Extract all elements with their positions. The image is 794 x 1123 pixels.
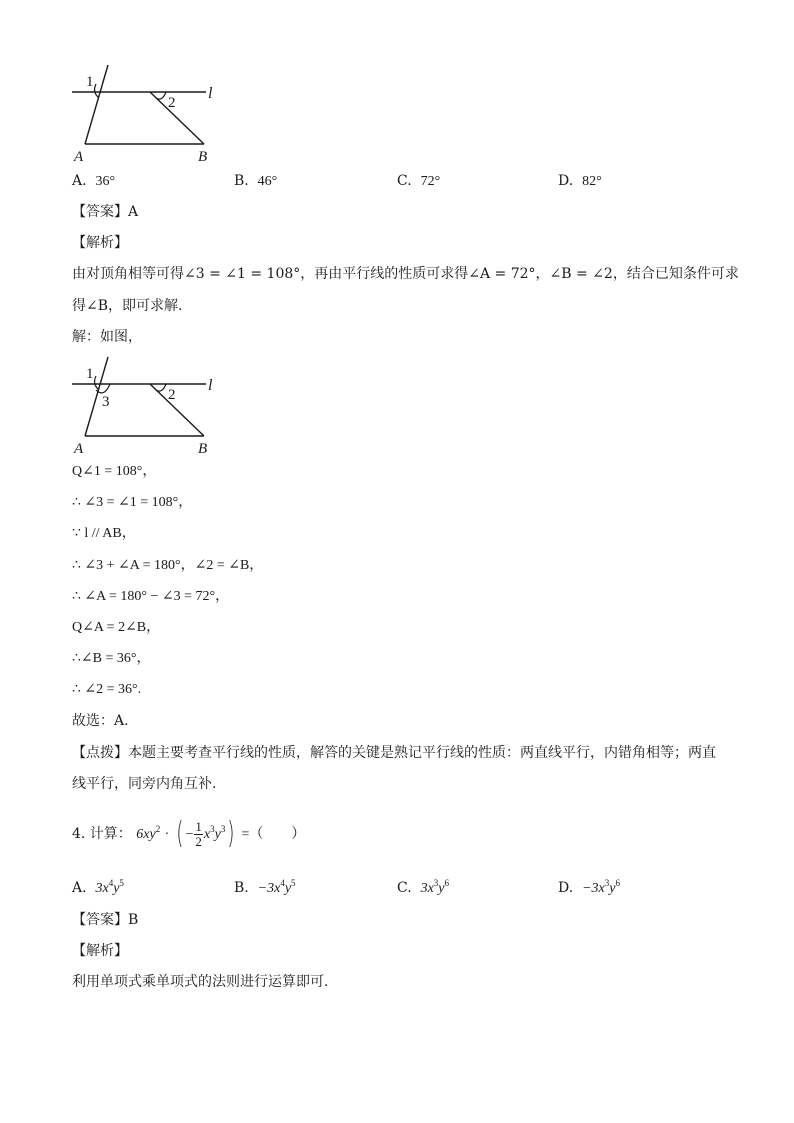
q3-step-4: ∴ ∠3 + ∠A = 180°，∠2 = ∠B， bbox=[72, 558, 264, 573]
q4-question bbox=[72, 809, 305, 855]
fig2-label-A: A bbox=[74, 441, 84, 457]
figure-2 bbox=[66, 354, 226, 458]
option-exponent: 6 bbox=[615, 878, 620, 888]
q4-y: y bbox=[214, 827, 221, 842]
option-letter: A. bbox=[72, 173, 87, 189]
q3-option-b bbox=[234, 171, 277, 192]
q4-option-b bbox=[234, 873, 296, 899]
fig2-label-3: 3 bbox=[102, 394, 110, 410]
option-exponent: 3 bbox=[433, 878, 439, 888]
q4-analysis-header: 【解析】 bbox=[72, 943, 128, 959]
option-letter: B. bbox=[234, 173, 249, 189]
fig1-label-l: l bbox=[208, 85, 213, 102]
q3-analysis-line-2: 得∠B，即可求解. bbox=[72, 298, 183, 314]
fraction-denominator: 2 bbox=[195, 833, 202, 849]
q3-step-8: ∴ ∠2 = 36°. bbox=[72, 682, 142, 697]
fig1-label-1: 1 bbox=[86, 74, 94, 90]
option-y: y bbox=[438, 881, 445, 896]
figure-1 bbox=[66, 62, 226, 166]
q3-analysis-line-1: 由对顶角相等可得∠3 = ∠1 = 108°，再由平行线的性质可求得∠A = 72°，∠B = ∠2，结合已知条件可求 bbox=[72, 266, 739, 282]
left-paren: ( bbox=[176, 816, 184, 851]
option-letter: C. bbox=[397, 173, 412, 189]
q4-term-a: 6xy bbox=[136, 827, 156, 842]
q4-exponent: 2 bbox=[155, 824, 161, 834]
q3-option-c bbox=[397, 171, 440, 192]
q4-dot: · bbox=[164, 827, 170, 842]
option-letter: A. bbox=[72, 880, 87, 896]
q4-option-a bbox=[72, 873, 124, 899]
q4-fraction bbox=[194, 820, 203, 849]
option-exponent: 3 bbox=[604, 878, 610, 888]
option-term: −3x bbox=[582, 881, 605, 896]
q3-step-3: ∵ l // AB， bbox=[72, 526, 136, 541]
option-letter: D. bbox=[558, 880, 574, 896]
q3-step-6: Q∠A = 2∠B， bbox=[72, 620, 161, 635]
option-exponent: 5 bbox=[119, 878, 124, 888]
q3-step-5: ∴ ∠A = 180° − ∠3 = 72°， bbox=[72, 589, 230, 604]
right-paren: ) bbox=[227, 816, 235, 851]
q3-choice: 故选：A. bbox=[72, 713, 129, 729]
q3-analysis-header: 【解析】 bbox=[72, 235, 128, 251]
q3-answer: 【答案】A bbox=[72, 204, 139, 220]
option-term: 3x bbox=[95, 881, 109, 896]
q4-option-c bbox=[397, 873, 449, 899]
q3-comment-line-1: 【点拨】本题主要考查平行线的性质，解答的关键是熟记平行线的性质：两直线平行，内错角相等；两直 bbox=[72, 745, 716, 761]
option-letter: D. bbox=[558, 173, 574, 189]
q4-equals-blank: =（ ） bbox=[241, 827, 306, 842]
option-letter: B. bbox=[234, 880, 249, 896]
option-y: y bbox=[284, 881, 292, 896]
fig1-label-A: A bbox=[74, 149, 84, 165]
q3-option-d bbox=[558, 171, 602, 192]
figure-2-svg bbox=[66, 354, 226, 458]
q4-y-exponent: 3 bbox=[220, 824, 226, 834]
option-value: 36° bbox=[95, 174, 116, 189]
q4-minus: − bbox=[185, 827, 194, 842]
q4-analysis: 利用单项式乘单项式的法则进行运算即可. bbox=[72, 974, 329, 990]
fig1-label-2: 2 bbox=[168, 95, 176, 111]
q4-answer: 【答案】B bbox=[72, 912, 139, 928]
option-letter: C. bbox=[397, 880, 412, 896]
q4-option-d bbox=[558, 873, 620, 899]
q4-x-exponent: 3 bbox=[210, 824, 215, 834]
option-term: −3x bbox=[257, 881, 281, 896]
option-value: 46° bbox=[257, 174, 278, 189]
fig2-label-1: 1 bbox=[86, 366, 94, 382]
q3-step-7: ∴∠B = 36°， bbox=[72, 651, 151, 666]
option-exponent: 4 bbox=[280, 878, 285, 888]
fig2-label-l: l bbox=[208, 377, 213, 394]
q3-step-2: ∴ ∠3 = ∠1 = 108°， bbox=[72, 495, 193, 510]
fig1-label-B: B bbox=[198, 149, 208, 165]
option-value: 82° bbox=[582, 174, 602, 189]
q3-step-1: Q∠1 = 108°， bbox=[72, 464, 157, 479]
option-value: 72° bbox=[420, 174, 441, 189]
q4-x: x bbox=[203, 827, 211, 842]
figure-1-svg bbox=[66, 62, 226, 166]
option-exponent: 5 bbox=[291, 878, 296, 888]
option-y: y bbox=[113, 881, 120, 896]
fraction-numerator: 1 bbox=[195, 818, 202, 834]
fig2-label-2: 2 bbox=[168, 387, 176, 403]
q3-comment-line-2: 线平行，同旁内角互补. bbox=[72, 776, 217, 792]
option-exponent: 4 bbox=[108, 878, 114, 888]
option-term: 3x bbox=[420, 881, 434, 896]
q3-solution-intro: 解：如图， bbox=[72, 329, 142, 345]
fig2-label-B: B bbox=[198, 441, 208, 457]
q3-option-a bbox=[72, 171, 115, 192]
q4-number: 4. 计算： bbox=[72, 826, 132, 842]
option-y: y bbox=[609, 881, 616, 896]
option-exponent: 6 bbox=[444, 878, 450, 888]
